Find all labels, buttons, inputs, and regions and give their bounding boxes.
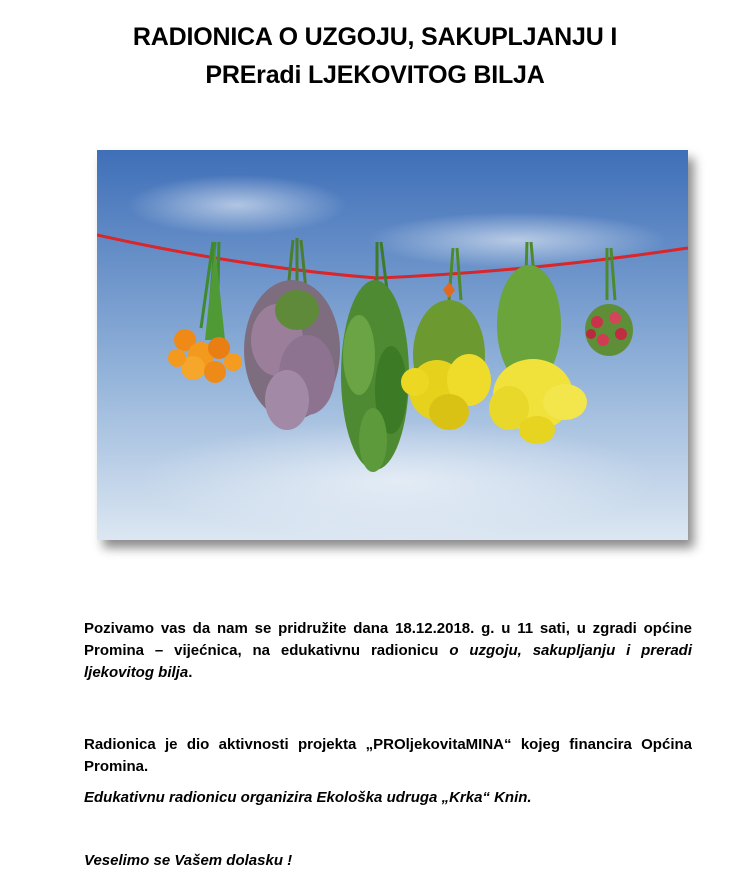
- project-paragraph: Radionica je dio aktivnosti projekta „PROljekovitaMINA“ kojeg financira Općina Promina.: [84, 736, 692, 775]
- cloud: [127, 175, 347, 235]
- invitation-text: Pozivamo vas da nam se pridružite dana 18.12.2018. g. u 11 sati, u zgradi općine Promina – vijećnica, na edukativnu radionicu: [84, 620, 692, 659]
- invitation-paragraph: [84, 618, 692, 684]
- closing-line: Veselimo se Vašem dolasku !: [84, 852, 293, 869]
- title-line-1: RADIONICA O UZGOJU, SAKUPLJANJU I: [132, 23, 618, 51]
- organizer-paragraph: Edukativnu radionicu organizira Ekološka udruga „Krka“ Knin.: [84, 789, 532, 806]
- title-line-2: PREradi LJEKOVITOG BILJA: [205, 61, 545, 89]
- workshop-topic: o uzgoju, sakupljanju i preradi ljekovitog bilja: [84, 642, 692, 681]
- herbs-photo: [97, 150, 688, 540]
- page-title: [60, 18, 690, 94]
- cloud: [367, 212, 667, 268]
- invitation-end: .: [188, 664, 193, 681]
- hanging-herbs-illustration: [97, 150, 688, 540]
